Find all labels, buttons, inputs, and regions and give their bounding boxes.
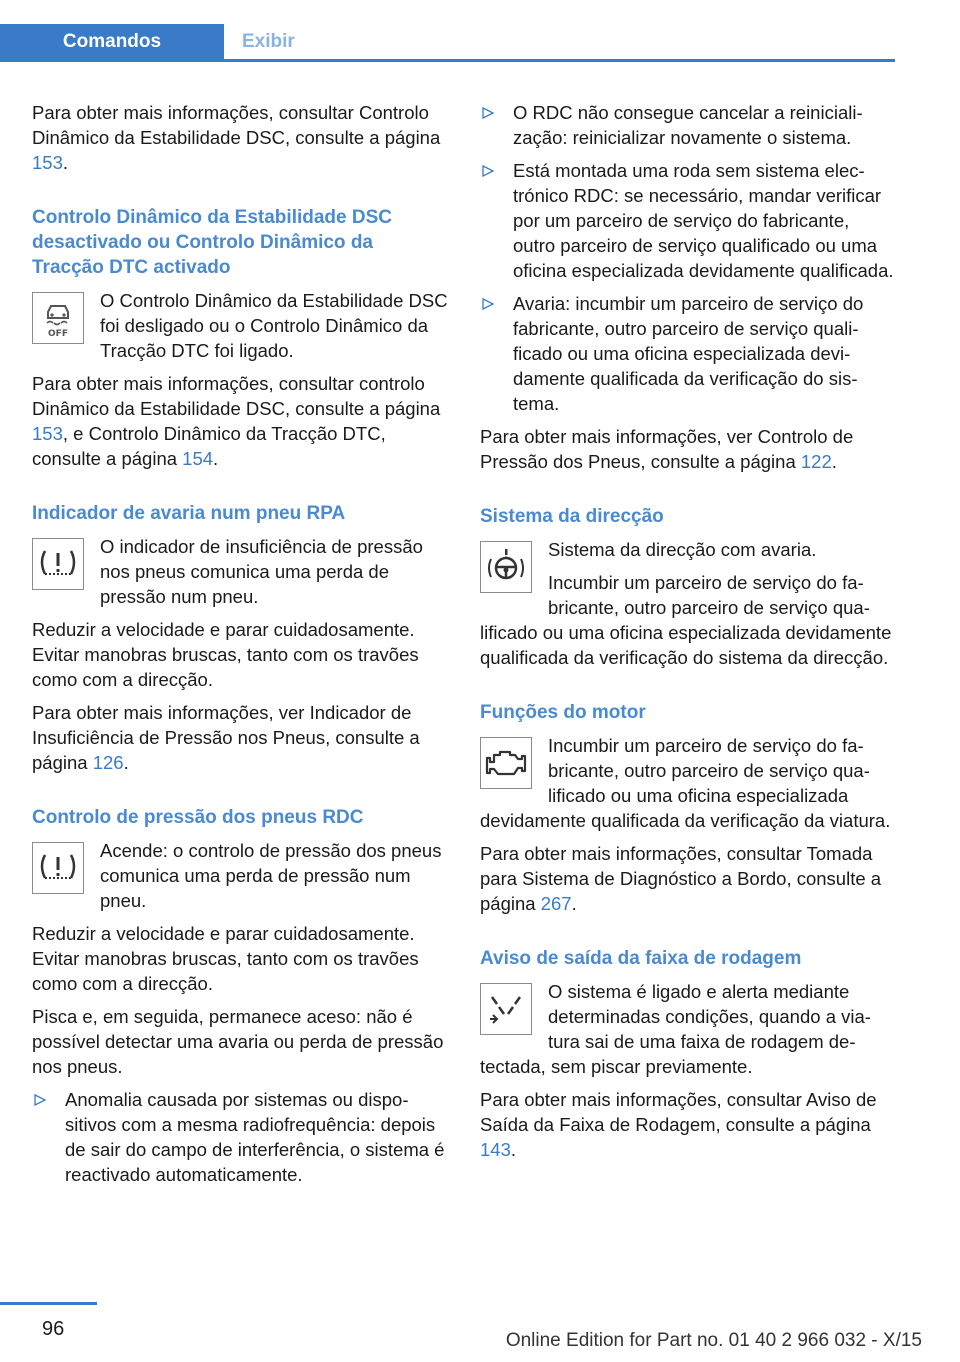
section-heading-rdc: Controlo de pressão dos pneus RDC <box>32 807 364 828</box>
triangle-bullet-icon <box>482 298 494 310</box>
footer-rule <box>0 1302 97 1305</box>
triangle-bullet-icon <box>34 1094 46 1106</box>
triangle-bullet-icon <box>482 165 494 177</box>
rdc-more-paragraph: Para obter mais informações, ver Controlo de Pressão dos Pneus, consulte a página 122. <box>480 426 854 472</box>
dsc-more-paragraph: Para obter mais informações, consultar controlo Dinâmico da Estabilidade DSC, consulte a página 153, e Controlo Dinâmico da Tracção DTC, consulte a página 154. <box>32 373 441 469</box>
header-rule <box>0 59 895 62</box>
rdc-text: Acende: o controlo de pressão dos pneus comunica uma perda de pressão num pneu. <box>100 840 442 911</box>
left-column <box>32 100 448 1195</box>
list-item: Está montada uma roda sem sistema electrónico RDC: se necessário, mandar verificar por um parceiro de serviço do fabricante, outro parceiro de serviço qualificado ou uma oficina especializada devidamente qualificada. <box>480 158 896 283</box>
right-column <box>480 100 896 1170</box>
rpa-text: O indicador de insuficiência de pressão nos pneus comunica uma perda de pressão num pneu. <box>100 536 423 607</box>
tab-comandos[interactable]: Comandos <box>0 24 224 59</box>
header-tabs <box>0 24 895 62</box>
section-heading-lane: Aviso de saída da faixa de rodagem <box>480 948 802 969</box>
section-heading-dsc: Controlo Dinâmico da Estabilidade DSC desactivado ou Controlo Dinâmico da Tracção DTC activado <box>32 207 392 278</box>
rpa-p1: Reduzir a velocidade e parar cuidadosamente. Evitar manobras bruscas, tanto com os travões como com a direcção. <box>32 619 419 690</box>
steering-text2: Incumbir um parceiro de serviço do fabricante, outro parceiro de serviço qualificado ou uma oficina especializada devidamente qualificada da verificação do sistema da direcção. <box>480 572 892 668</box>
list-item: Avaria: incumbir um parceiro de serviço do fabricante, outro parceiro de serviço qualificado ou uma oficina especializada devidamente qualificada da verificação do sistema. <box>480 291 896 416</box>
page-number: 96 <box>42 1318 65 1340</box>
section-heading-rpa: Indicador de avaria num pneu RPA <box>32 503 346 524</box>
warning-steering <box>480 537 896 670</box>
lane-more-paragraph: Para obter mais informações, consultar Aviso de Saída da Faixa de Rodagem, consulte a página 143. <box>480 1089 877 1160</box>
page-link[interactable]: 143 <box>480 1139 511 1160</box>
intro-paragraph: Para obter mais informações, consultar Controlo Dinâmico da Estabilidade DSC, consulte a página 153. <box>32 102 441 173</box>
triangle-bullet-icon <box>482 107 494 119</box>
svg-text:OFF: OFF <box>48 329 68 338</box>
list-item: O RDC não consegue cancelar a reinicialização: reinicializar novamente o sistema. <box>480 100 896 150</box>
rdc-bullet-list <box>32 1087 448 1187</box>
list-item: Anomalia causada por sistemas ou dispositivos com a mesma radiofrequência: depois de sair do campo de interferência, o sistema é reactivado automaticamente. <box>32 1087 448 1187</box>
page-link[interactable]: 153 <box>32 152 63 173</box>
lane-departure-icon <box>480 983 532 1035</box>
engine-check-icon <box>480 737 532 789</box>
tire-pressure-warning-icon <box>32 538 84 590</box>
engine-text: Incumbir um parceiro de serviço do fabricante, outro parceiro de serviço qualificado ou uma oficina especializada devidamente qualificada da verificação da viatura. <box>480 735 891 831</box>
rpa-p2: Para obter mais informações, ver Indicador de Insuficiência de Pressão nos Pneus, consulte a página 126. <box>32 702 420 773</box>
page-link[interactable]: 153 <box>32 423 63 444</box>
section-heading-steering: Sistema da direcção <box>480 506 664 527</box>
page-link[interactable]: 126 <box>92 752 124 773</box>
rdc-p1: Reduzir a velocidade e parar cuidadosamente. Evitar manobras bruscas, tanto com os travões como com a direcção. <box>32 923 419 994</box>
engine-more-paragraph: Para obter mais informações, consultar Tomada para Sistema de Diagnóstico a Bordo, consulte a página 267. <box>480 843 882 914</box>
tire-pressure-warning-icon <box>32 842 84 894</box>
page-link[interactable]: 267 <box>540 893 572 914</box>
dsc-off-icon <box>32 292 84 344</box>
warning-engine <box>480 733 896 833</box>
page-link[interactable]: 154 <box>182 448 214 469</box>
warning-dsc <box>32 288 448 371</box>
rdc-bullet-list-continued <box>480 100 896 416</box>
rdc-p2: Pisca e, em seguida, permanece aceso: não é possível detectar uma avaria ou perda de pressão nos pneus. <box>32 1006 444 1077</box>
steering-text1: Sistema da direcção com avaria. <box>548 539 817 560</box>
page-link[interactable]: 122 <box>800 451 832 472</box>
warning-rdc <box>32 838 448 921</box>
warning-lane <box>480 979 896 1079</box>
tab-exibir[interactable]: Exibir <box>224 24 337 59</box>
edition-footer: Online Edition for Part no. 01 40 2 966 032 - X/15 <box>505 1330 922 1351</box>
warning-rpa <box>32 534 448 617</box>
dsc-text: O Controlo Dinâmico da Estabilidade DSC foi desligado ou o Controlo Dinâmico da Tracção DTC foi ligado. <box>100 290 448 361</box>
section-heading-engine: Funções do motor <box>480 702 646 723</box>
steering-warning-icon <box>480 541 532 593</box>
lane-text: O sistema é ligado e alerta mediante determinadas condições, quando a viatura sai de uma faixa de rodagem detectada, sem piscar previamente. <box>480 981 871 1077</box>
